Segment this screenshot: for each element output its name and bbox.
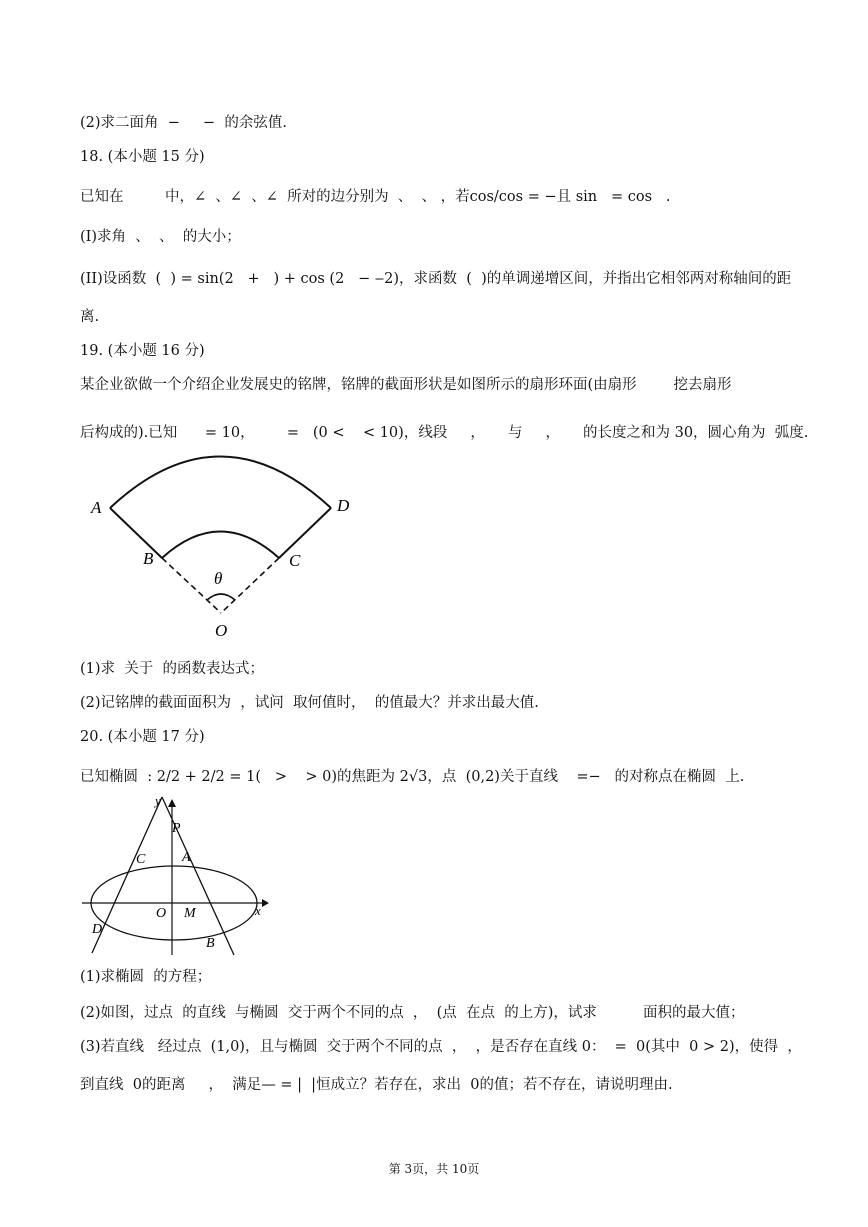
question-19-stem: 某企业欲做一个介绍企业发展史的铭牌，铭牌的截面形状是如图所示的扇形环面(由扇形 挖去扇形 [80,377,732,393]
question-20-header: 20. (本小题 17 分) [80,729,205,745]
x-axis-arrow [262,899,269,907]
question-19-part-2: (2)记铭牌的截面面积为 ，试问 取何值时， 的值最大？并求出最大值. [80,695,539,711]
label-O: O [215,621,228,640]
question-20-stem: 已知椭圆 : 2/2 + 2/2 = 1( > > 0)的焦距为 2√3，点 (0,2)关于直线 =− 的对称点在椭圆 上. [80,769,745,785]
label-B2: B [206,936,215,951]
label-P: P [172,821,181,836]
segment-AB [110,508,162,558]
segment-DC [279,508,331,558]
angle-arc [207,594,235,600]
question-18-part-2: (II)设函数 ( ) = sin(2 + ) + cos (2 − ‒2)，求函数 ( )的单调递增区间，并指出它相邻两对称轴间的距 [80,271,792,287]
label-M: M [184,906,196,921]
page-footer: 第 3页，共 10页 [388,1162,480,1176]
inner-arc [162,532,279,559]
question-20-part-3: (3)若直线 经过点 (1,0)，且与椭圆 交于两个不同的点 ， ，是否存在直线 0： = 0(其中 0 > 2)，使得 ， [80,1039,802,1055]
label-B: B [143,549,154,568]
outer-arc [110,457,331,509]
label-C2: C [136,852,146,867]
dashed-CO [221,558,279,613]
question-18-part-1: (I)求角 、 、 的大小； [80,229,241,245]
label-theta: θ [214,569,223,588]
label-C: C [289,551,301,570]
question-18-part-2-cont: 离. [80,309,100,325]
label-x: x [255,903,261,918]
label-D2: D [92,922,103,937]
question-20-part-3-cont: 到直线 0的距离 ， 满足— = | |恒成立？若存在，求出 0的值；若不存在，请说明理由. [80,1077,673,1093]
question-20-part-1: (1)求椭圆 的方程； [80,969,212,985]
ellipse-figure [78,795,278,960]
label-A2: A [182,850,191,865]
sector-ring-figure [85,455,375,645]
question-19-stem-cont: 后构成的).已知 = 10， = (0 < < 10)，线段 ， 与 ， 的长度之和为 30，圆心角为 弧度. [80,425,809,441]
question-20-part-2: (2)如图，过点 的直线 与椭圆 交于两个不同的点 ， (点 在点 的上方)，试求 面积的最大值； [80,1005,745,1021]
line-CD [92,797,162,953]
label-y: y [155,795,161,808]
label-D: D [337,496,350,515]
question-17-part-2: (2)求二面角 − − 的余弦值. [80,115,287,131]
question-18-stem: 已知在 中，∠ 、∠ 、∠ 所对的边分别为 、 、 ，若cos/cos = −且 sin = cos . [80,189,671,205]
question-18-header: 18. (本小题 15 分) [80,149,205,165]
question-19-header: 19. (本小题 16 分) [80,343,205,359]
dashed-BO [162,558,221,613]
question-19-part-1: (1)求 关于 的函数表达式； [80,661,264,677]
y-axis-arrow [168,799,176,807]
label-A: A [91,498,102,517]
label-O2: O [156,906,167,921]
